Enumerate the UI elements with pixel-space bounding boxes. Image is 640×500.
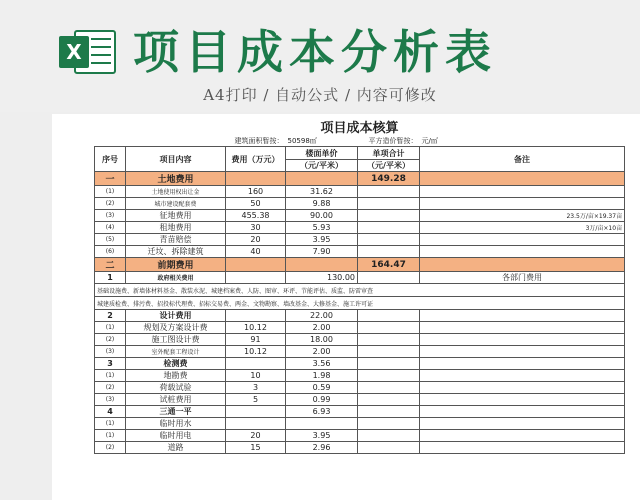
cell-item[interactable]: 设计费用: [126, 310, 226, 322]
table-row[interactable]: [95, 406, 625, 418]
cell-note[interactable]: [420, 186, 625, 198]
cell-note[interactable]: [420, 234, 625, 246]
cell-item[interactable]: 征地费用: [126, 210, 226, 222]
cell-total[interactable]: [358, 346, 420, 358]
cell-cost[interactable]: 10.12: [226, 346, 286, 358]
cell-cost[interactable]: [226, 272, 286, 284]
cell-note[interactable]: [420, 246, 625, 258]
cell-seq[interactable]: (1): [95, 186, 126, 198]
cell-price[interactable]: 90.00: [286, 210, 358, 222]
cell-price[interactable]: 1.98: [286, 370, 358, 382]
cell-cost[interactable]: 10: [226, 370, 286, 382]
cell-seq[interactable]: 3: [95, 358, 126, 370]
cell-price[interactable]: 2.96: [286, 442, 358, 454]
cell-note[interactable]: 各部门费用: [420, 272, 625, 284]
cell-note[interactable]: [420, 346, 625, 358]
table-row[interactable]: [95, 370, 625, 382]
cell-total[interactable]: [358, 334, 420, 346]
table-row[interactable]: [95, 186, 625, 198]
header-unit-total-sub: （元/平米）: [358, 160, 420, 172]
sheet-title: 项目成本核算: [320, 121, 399, 136]
cell-note[interactable]: [420, 310, 625, 322]
svg-text:X: X: [66, 40, 82, 64]
table-row[interactable]: [95, 310, 625, 322]
cell-note[interactable]: [420, 172, 625, 186]
cell-total[interactable]: [358, 406, 420, 418]
cell-total[interactable]: 149.28: [358, 172, 420, 186]
cell-note[interactable]: [420, 406, 625, 418]
cell-seq[interactable]: 4: [95, 406, 126, 418]
cell-item[interactable]: 城市建设配套费: [126, 198, 226, 210]
cell-total[interactable]: [358, 430, 420, 442]
cell-note[interactable]: [420, 358, 625, 370]
header-unit-price-sub: （元/平米）: [286, 160, 358, 172]
excel-icon: [57, 27, 117, 77]
cell-cost[interactable]: 40: [226, 246, 286, 258]
cell-total[interactable]: [358, 442, 420, 454]
cell-item[interactable]: 青苗赔偿: [126, 234, 226, 246]
area-value[interactable]: 50598㎡: [287, 137, 317, 145]
table-row[interactable]: [95, 394, 625, 406]
cell-item[interactable]: 荷载试验: [126, 382, 226, 394]
table-row[interactable]: [95, 246, 625, 258]
cell-price[interactable]: 0.99: [286, 394, 358, 406]
table-row[interactable]: [95, 210, 625, 222]
cell-seq[interactable]: 2: [95, 310, 126, 322]
page-title: 项目成本分析表: [133, 25, 497, 79]
cell-total[interactable]: [358, 394, 420, 406]
cell-item[interactable]: 施工图设计费: [126, 334, 226, 346]
cell-cost[interactable]: 30: [226, 222, 286, 234]
area-label: 建筑面积暂按：: [234, 137, 284, 145]
cell-total[interactable]: [358, 210, 420, 222]
cell-note[interactable]: [420, 382, 625, 394]
cell-cost[interactable]: 5: [226, 394, 286, 406]
table-row[interactable]: [95, 334, 625, 346]
table-row[interactable]: [95, 322, 625, 334]
cell-price[interactable]: 2.00: [286, 346, 358, 358]
header-item: 项目内容: [126, 147, 226, 172]
cell-item[interactable]: 三通一平: [126, 406, 226, 418]
cell-cost[interactable]: [226, 310, 286, 322]
cell-cost[interactable]: 10.12: [226, 322, 286, 334]
cell-price[interactable]: 3.56: [286, 358, 358, 370]
cell-item[interactable]: 前期费用: [126, 258, 226, 272]
cell-seq[interactable]: (2): [95, 442, 126, 454]
section-row[interactable]: [95, 258, 625, 272]
cell-item[interactable]: 政府相关费用: [126, 272, 226, 284]
cell-cost[interactable]: 20: [226, 234, 286, 246]
cell-item[interactable]: 租地费用: [126, 222, 226, 234]
cell-price[interactable]: 2.00: [286, 322, 358, 334]
cell-note[interactable]: [420, 198, 625, 210]
cell-note[interactable]: 3万/亩×10亩: [420, 222, 625, 234]
table-row[interactable]: [95, 234, 625, 246]
cell-price[interactable]: 31.62: [286, 186, 358, 198]
cell-price[interactable]: [286, 258, 358, 272]
cell-price[interactable]: [286, 172, 358, 186]
table-row[interactable]: [95, 442, 625, 454]
cell-total[interactable]: [358, 382, 420, 394]
cell-seq[interactable]: (1): [95, 322, 126, 334]
cell-note[interactable]: 城建质检费、排污费、招投标代理费、招标交易费、两金、文物勘察、墙改基金、大修基金、施工许可证: [95, 297, 625, 310]
cell-cost[interactable]: [226, 406, 286, 418]
cell-note[interactable]: [420, 334, 625, 346]
table-row[interactable]: [95, 418, 625, 430]
cell-note[interactable]: 23.5万/亩×19.37亩: [420, 210, 625, 222]
unit-price-value[interactable]: 元/㎡: [421, 137, 438, 145]
cell-seq[interactable]: 一: [95, 172, 126, 186]
table-row[interactable]: [95, 272, 625, 284]
cell-total[interactable]: [358, 358, 420, 370]
cell-seq[interactable]: 二: [95, 258, 126, 272]
cell-cost[interactable]: 455.38: [226, 210, 286, 222]
cell-seq[interactable]: 1: [95, 272, 126, 284]
cell-note[interactable]: 基础设施费、新墙体材料基金、散装水泥、城建档案费、人防、图审、环评、节能评估、质监、防雷审查: [95, 284, 625, 297]
header-seq: 序号: [95, 147, 126, 172]
cell-seq[interactable]: (1): [95, 430, 126, 442]
cell-price[interactable]: [286, 418, 358, 430]
cell-cost[interactable]: 50: [226, 198, 286, 210]
header-note: 备注: [420, 147, 625, 172]
cell-cost[interactable]: [226, 358, 286, 370]
cell-total[interactable]: [358, 272, 420, 284]
cell-seq[interactable]: (1): [95, 370, 126, 382]
cell-cost[interactable]: [226, 172, 286, 186]
cell-seq[interactable]: (3): [95, 394, 126, 406]
cell-seq[interactable]: (6): [95, 246, 126, 258]
cell-total[interactable]: [358, 310, 420, 322]
cell-cost[interactable]: 20: [226, 430, 286, 442]
cell-seq[interactable]: (3): [95, 210, 126, 222]
table-row[interactable]: [95, 222, 625, 234]
header-unit-total: 单项合计: [358, 147, 420, 160]
cell-seq[interactable]: (2): [95, 334, 126, 346]
cell-price[interactable]: 7.90: [286, 246, 358, 258]
cell-item[interactable]: 规划及方案设计费: [126, 322, 226, 334]
cell-total[interactable]: [358, 198, 420, 210]
section-row[interactable]: [95, 172, 625, 186]
cell-seq[interactable]: (2): [95, 382, 126, 394]
cell-item[interactable]: 迁坟、拆除建筑: [126, 246, 226, 258]
cell-note[interactable]: [420, 430, 625, 442]
cell-note[interactable]: [420, 322, 625, 334]
cell-item[interactable]: 检测费: [126, 358, 226, 370]
cell-cost[interactable]: 3: [226, 382, 286, 394]
cell-cost[interactable]: 160: [226, 186, 286, 198]
cell-price[interactable]: 18.00: [286, 334, 358, 346]
cell-seq[interactable]: (5): [95, 234, 126, 246]
cell-price[interactable]: 3.95: [286, 234, 358, 246]
cell-item[interactable]: 土地费用: [126, 172, 226, 186]
cell-item[interactable]: 试桩费用: [126, 394, 226, 406]
cell-total[interactable]: [358, 370, 420, 382]
cell-note[interactable]: [420, 258, 625, 272]
table-row[interactable]: [95, 430, 625, 442]
cell-price[interactable]: 6.93: [286, 406, 358, 418]
cell-seq[interactable]: (2): [95, 198, 126, 210]
cell-cost[interactable]: 15: [226, 442, 286, 454]
cell-item[interactable]: 临时用电: [126, 430, 226, 442]
cell-item[interactable]: 道路: [126, 442, 226, 454]
cell-cost[interactable]: [226, 258, 286, 272]
table-row[interactable]: [95, 284, 625, 297]
cell-seq[interactable]: (3): [95, 346, 126, 358]
page-subtitle: A4打印 / 自动公式 / 内容可修改: [203, 86, 437, 104]
cell-total[interactable]: [358, 246, 420, 258]
table-row[interactable]: [95, 346, 625, 358]
cell-price[interactable]: 5.93: [286, 222, 358, 234]
table-row[interactable]: [95, 198, 625, 210]
cell-item[interactable]: 土地使用权出让金: [126, 186, 226, 198]
header-cost: 费用（万元）: [226, 147, 286, 172]
cell-item[interactable]: 室外配套工程设计: [126, 346, 226, 358]
cell-note[interactable]: [420, 370, 625, 382]
cell-price[interactable]: 3.95: [286, 430, 358, 442]
cell-total[interactable]: [358, 222, 420, 234]
banner: [0, 0, 640, 112]
cell-note[interactable]: [420, 394, 625, 406]
cell-total[interactable]: [358, 234, 420, 246]
cell-total[interactable]: [358, 322, 420, 334]
cell-note[interactable]: [420, 442, 625, 454]
cell-total[interactable]: 164.47: [358, 258, 420, 272]
cell-price[interactable]: 9.88: [286, 198, 358, 210]
cell-price[interactable]: 0.59: [286, 382, 358, 394]
cell-item[interactable]: 地勘费: [126, 370, 226, 382]
cell-total[interactable]: [358, 418, 420, 430]
table-row[interactable]: [95, 358, 625, 370]
unit-price-label: 平方造价暂按：: [368, 137, 418, 145]
cell-item[interactable]: 临时用水: [126, 418, 226, 430]
table-row[interactable]: [95, 297, 625, 310]
cost-table: [94, 117, 625, 454]
cell-seq[interactable]: (4): [95, 222, 126, 234]
cell-note[interactable]: [420, 418, 625, 430]
cell-cost[interactable]: 91: [226, 334, 286, 346]
cell-total[interactable]: [358, 186, 420, 198]
table-row[interactable]: [95, 382, 625, 394]
cell-cost[interactable]: [226, 418, 286, 430]
header-unit-price: 楼面单价: [286, 147, 358, 160]
cell-price[interactable]: 130.00: [286, 272, 358, 284]
spreadsheet: [52, 114, 640, 500]
cell-seq[interactable]: (1): [95, 418, 126, 430]
cell-price[interactable]: 22.00: [286, 310, 358, 322]
